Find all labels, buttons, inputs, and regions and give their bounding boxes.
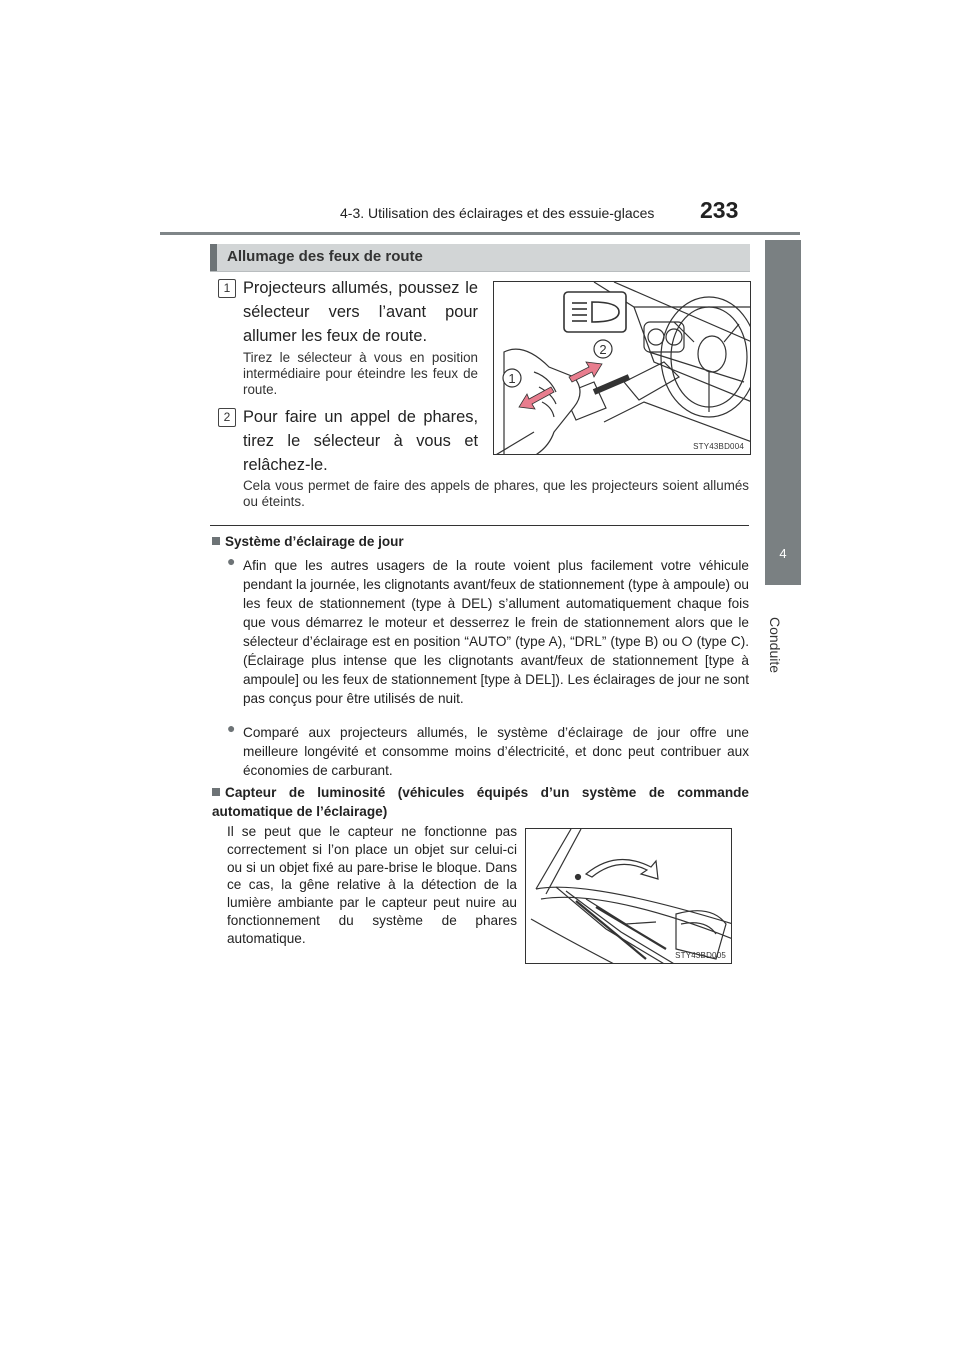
chapter-number: 4 [779, 546, 787, 561]
header-rule [160, 232, 800, 235]
light-sensor-illustration [525, 828, 732, 964]
lever-drawing [494, 282, 751, 455]
section-title: Allumage des feux de route [227, 248, 423, 265]
chapter-label: Conduite [767, 617, 783, 674]
square-bullet-icon [212, 788, 220, 796]
step-2-text: Pour faire un appel de phares, tirez le sélecteur à vous et relâchez-le. [243, 408, 478, 474]
topic-drl-title: Système d’éclairage de jour [225, 534, 404, 549]
figure-code-lever: STY43BD004 [693, 442, 744, 451]
figure-code-sensor: STY43BD005 [675, 951, 726, 960]
step-2-note: Cela vous permet de faire des appels de phares, que les projecteurs soient allumés ou éteints. [243, 478, 749, 509]
step-marker-2: 2 [218, 408, 236, 427]
topic-drl-heading [212, 534, 404, 549]
section-underline [210, 271, 750, 272]
step-1-note: Tirez le sélecteur à vous en position intermédiaire pour éteindre les feux de route. [243, 350, 478, 397]
chapter-side-tab [765, 240, 801, 585]
page-number: 233 [700, 197, 739, 223]
drl-bullet-2: Comparé aux projecteurs allumés, le système d’éclairage de jour offre une meilleure longévité et consomme moins d’électricité, et donc peut contribuer aux économies de carburant. [243, 725, 749, 778]
header-section-title: 4-3. Utilisation des éclairages et des essuie-glaces [340, 205, 655, 221]
headlight-lever-illustration [493, 281, 751, 455]
step-1-text: Projecteurs allumés, poussez le sélecteur vers l’avant pour allumer les feux de route. [243, 279, 478, 345]
topic-sensor-heading [212, 783, 749, 821]
round-bullet-icon: ● [227, 720, 236, 736]
step-marker-1: 1 [218, 279, 236, 298]
sensor-text: Il se peut que le capteur ne fonctionne pas correctement si l’on place un objet sur celui-ci ou si un objet fixé au pare-brise le bloque. Dans ce cas, la gêne relative à la détection de la lumière ambiante par le capteur peut nuire au fonctionnement du système de phares automatique. [227, 824, 517, 946]
section-heading-bar [210, 244, 750, 271]
callout-1: 1 [508, 371, 516, 386]
square-bullet-icon [212, 537, 220, 545]
drl-bullet-1: Afin que les autres usagers de la route voient plus facilement votre véhicule pendant la journée, les clignotants avant/feux de stationnement (type à ampoule) ou les feux de stationnement (type à DEL) s’allument automatiquement chaque fois que vous démarrez le moteur et desserrez le frein de stationnement alors que le sélecteur d’éclairage est en position “AUTO” (type A), “DRL” (type B) ou ⭘ (type C). (Éclairage plus intense que les clignotants avant/feux de stationnement [type à ampoule] ou les feux de stationnement [type à DEL]). Les éclairages de jour ne sont pas conçus pour être utilisés de nuit. [243, 558, 749, 706]
round-bullet-icon: ● [227, 553, 236, 569]
topic-sensor-title: Capteur de luminosité (véhicules équipés d’un système de commande automatique de l’éclairage) [212, 785, 749, 819]
section-divider [210, 525, 749, 526]
sensor-drawing [526, 829, 732, 964]
callout-2: 2 [599, 342, 607, 357]
